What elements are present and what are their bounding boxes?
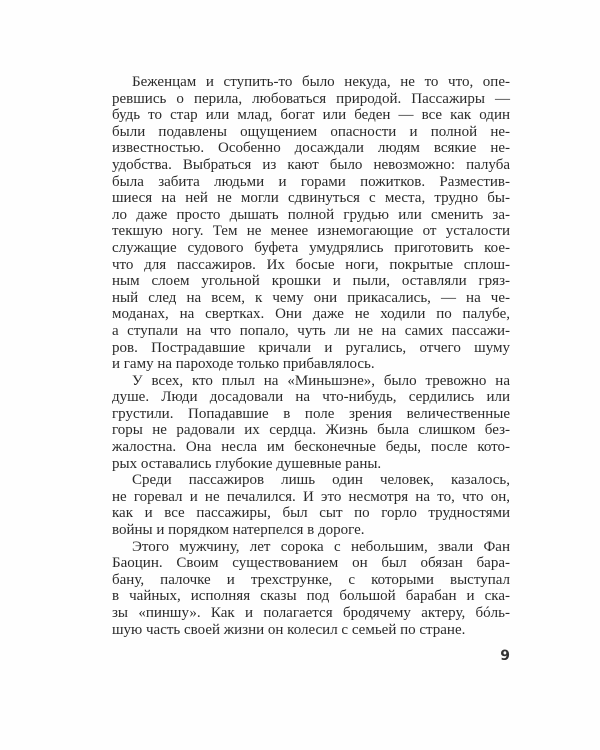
paragraph (112, 74, 510, 373)
text-line: известностью. Особенно досаждали людям всякие не- (112, 140, 510, 157)
paragraph (112, 472, 510, 538)
text-line: ло даже просто дышать полной грудью или сменить за- (112, 206, 510, 223)
text-line: войны и порядком натерпелся в дороге. (112, 522, 365, 539)
text-line: ров. Пострадавшие кричали и ругались, отчего шуму (112, 339, 510, 356)
text-line: Этого мужчину, лет сорока с небольшим, звали Фан (132, 538, 510, 555)
text-line: ным слоем угольной крошки и пыли, оставляли гряз- (112, 273, 510, 290)
text-line: зы «пиншу». Как и полагается бродячему актеру, бóль- (112, 605, 510, 621)
text-line: в чайных, исполняя сказы под большой барабан и ска- (112, 588, 510, 605)
text-line: Баоцин. Своим существованием он был обязан бара- (112, 555, 510, 572)
text-line: будь то стар или млад, богат или беден — все как один (112, 107, 510, 124)
text-line: моданах, на свертках. Они даже не ходили по палубе, (112, 306, 510, 323)
text-line: У всех, кто плыл на «Миньшэне», было тревожно на (132, 372, 510, 389)
text-line: и гаму на пароходе только прибавлялось. (112, 356, 375, 373)
text-line: Среди пассажиров лишь один человек, казалось, (132, 472, 510, 489)
text-line: ревшись о перила, любоваться природой. Пассажиры — (112, 90, 510, 107)
text-line: бану, палочке и трехструнке, с которыми выступал (112, 571, 510, 588)
text-line: жалостна. Она несла им бесконечные беды, после кото- (112, 439, 510, 456)
text-line: грустили. Попадавшие в поле зрения величественные (112, 405, 510, 422)
text-line: были подавлены ощущением опасности и полной не- (112, 123, 510, 140)
paragraph (112, 373, 510, 473)
text-line: душе. Люди досадовали на что-нибудь, сердились или (112, 389, 510, 406)
text-line: рых оставались глубокие душевные раны. (112, 455, 382, 472)
text-line: шую часть своей жизни он колесил с семьей по стране. (112, 621, 466, 638)
text-line: что для пассажиров. Их босые ноги, покрытые сплош- (112, 256, 510, 273)
text-line: шиеся на ней не могли сдвинуться с места, трудно бы- (112, 190, 510, 207)
paragraph (112, 539, 510, 639)
text-line: не горевал и не печалился. И это несмотря на то, что он, (112, 488, 510, 505)
body-text (112, 74, 510, 638)
text-line: ный след на всем, к чему они прикасались, — на че- (112, 289, 510, 306)
text-line: служащие судового буфета умудрялись приготовить кое- (112, 239, 510, 256)
text-line: а ступали на что попало, чуть ли не на самих пассажи- (112, 322, 510, 339)
text-line: текшую ногу. Тем не менее изнемогающие от усталости (112, 223, 510, 240)
text-line: удобства. Выбраться из кают было невозможно: палуба (112, 156, 510, 173)
text-line: была забита людьми и горами пожитков. Разместив- (112, 173, 510, 190)
text-line: как и все пассажиры, был сыт по горло трудностями (112, 505, 510, 522)
text-line: Беженцам и ступить-то было некуда, не то что, опе- (132, 74, 510, 90)
page-number: 9 (500, 648, 510, 664)
text-line: горы не радовали их сердца. Жизнь была слишком без- (112, 422, 510, 439)
